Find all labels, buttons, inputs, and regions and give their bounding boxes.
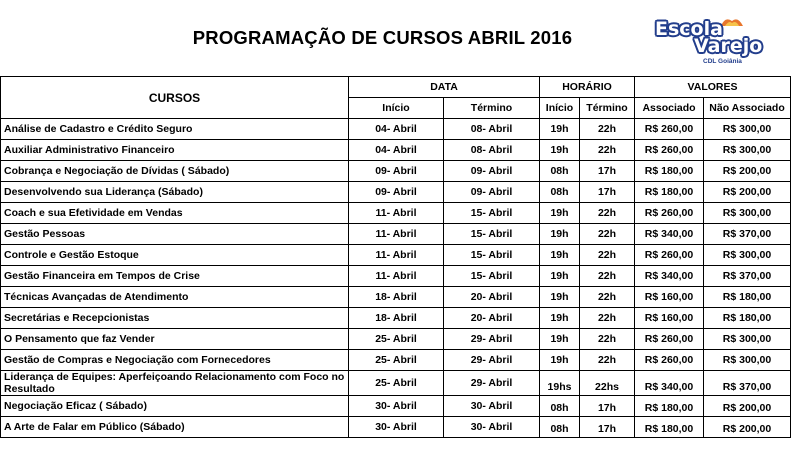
member-price-cell: R$ 160,00 [635, 287, 704, 308]
end-time-cell: 22h [580, 287, 635, 308]
end-date-cell: 20- Abril [444, 308, 540, 329]
end-time-cell: 22h [580, 266, 635, 287]
table-row [1, 203, 791, 224]
table-row [1, 119, 791, 140]
end-date-cell: 09- Abril [444, 161, 540, 182]
member-price-cell: R$ 260,00 [635, 245, 704, 266]
table-row [1, 245, 791, 266]
start-date-cell: 30- Abril [349, 417, 444, 438]
table-row [1, 417, 791, 438]
end-date-cell: 20- Abril [444, 287, 540, 308]
page-title: PROGRAMAÇÃO DE CURSOS ABRIL 2016 [192, 27, 573, 48]
non-member-price-cell: R$ 300,00 [704, 203, 791, 224]
start-time-cell: 19h [540, 350, 580, 371]
start-time-cell: 19h [540, 329, 580, 350]
end-time-cell: 22h [580, 140, 635, 161]
end-time-cell: 22h [580, 203, 635, 224]
end-date-cell: 29- Abril [444, 350, 540, 371]
start-date-cell: 30- Abril [349, 396, 444, 417]
header-data: DATA [349, 77, 540, 98]
member-price-cell: R$ 260,00 [635, 140, 704, 161]
table-row [1, 224, 791, 245]
header-termino-data: Término [444, 98, 540, 119]
end-date-cell: 15- Abril [444, 224, 540, 245]
start-time-cell: 19h [540, 203, 580, 224]
end-date-cell: 09- Abril [444, 182, 540, 203]
start-date-cell: 18- Abril [349, 287, 444, 308]
course-name-cell: Auxiliar Administrativo Financeiro [1, 140, 349, 161]
start-date-cell: 09- Abril [349, 161, 444, 182]
header-row-top [1, 77, 791, 98]
end-time-cell: 22h [580, 308, 635, 329]
start-time-cell: 19h [540, 224, 580, 245]
course-name-cell: Análise de Cadastro e Crédito Seguro [1, 119, 349, 140]
member-price-cell: R$ 340,00 [635, 266, 704, 287]
start-time-cell: 19h [540, 245, 580, 266]
logo-subtitle: CDL Goiânia [703, 58, 742, 65]
non-member-price-cell: R$ 300,00 [704, 245, 791, 266]
non-member-price-cell: R$ 300,00 [704, 350, 791, 371]
member-price-cell: R$ 180,00 [635, 396, 704, 417]
end-date-cell: 08- Abril [444, 119, 540, 140]
start-date-cell: 25- Abril [349, 371, 444, 396]
end-date-cell: 15- Abril [444, 266, 540, 287]
table-row [1, 329, 791, 350]
member-price-cell: R$ 340,00 [635, 224, 704, 245]
course-name-cell: Gestão Pessoas [1, 224, 349, 245]
course-name-cell: Coach e sua Efetividade em Vendas [1, 203, 349, 224]
non-member-price-cell: R$ 370,00 [704, 224, 791, 245]
end-date-cell: 08- Abril [444, 140, 540, 161]
end-time-cell: 22h [580, 350, 635, 371]
start-date-cell: 11- Abril [349, 203, 444, 224]
member-price-cell: R$ 180,00 [635, 161, 704, 182]
header-termino-hora: Término [580, 98, 635, 119]
course-name-cell: A Arte de Falar em Público (Sábado) [1, 417, 349, 438]
course-name-cell: Cobrança e Negociação de Dívidas ( Sábado) [1, 161, 349, 182]
end-date-cell: 30- Abril [444, 417, 540, 438]
course-name-cell: Secretárias e Recepcionistas [1, 308, 349, 329]
member-price-cell: R$ 260,00 [635, 350, 704, 371]
end-time-cell: 17h [580, 417, 635, 438]
course-name-cell: Gestão de Compras e Negociação com Fornecedores [1, 350, 349, 371]
table-row [1, 182, 791, 203]
course-name-cell: Liderança de Equipes: Aperfeiçoando Relacionamento com Foco no Resultado [1, 371, 349, 396]
header-horario: HORÁRIO [540, 77, 635, 98]
logo-word-escola: Escola [655, 18, 723, 40]
header-inicio-hora: Início [540, 98, 580, 119]
end-date-cell: 15- Abril [444, 245, 540, 266]
end-time-cell: 17h [580, 182, 635, 203]
start-time-cell: 08h [540, 396, 580, 417]
courses-table-body [1, 119, 791, 438]
start-date-cell: 04- Abril [349, 140, 444, 161]
non-member-price-cell: R$ 300,00 [704, 119, 791, 140]
non-member-price-cell: R$ 370,00 [704, 371, 791, 396]
table-row [1, 350, 791, 371]
end-time-cell: 22h [580, 329, 635, 350]
start-date-cell: 09- Abril [349, 182, 444, 203]
end-date-cell: 15- Abril [444, 203, 540, 224]
header-cursos: CURSOS [1, 77, 349, 119]
start-time-cell: 19hs [540, 371, 580, 396]
start-date-cell: 11- Abril [349, 266, 444, 287]
non-member-price-cell: R$ 300,00 [704, 140, 791, 161]
non-member-price-cell: R$ 200,00 [704, 182, 791, 203]
end-date-cell: 30- Abril [444, 396, 540, 417]
table-row [1, 396, 791, 417]
start-time-cell: 19h [540, 119, 580, 140]
start-time-cell: 08h [540, 182, 580, 203]
header-inicio-data: Início [349, 98, 444, 119]
course-name-cell: Desenvolvendo sua Liderança (Sábado) [1, 182, 349, 203]
start-date-cell: 11- Abril [349, 224, 444, 245]
course-name-cell: Controle e Gestão Estoque [1, 245, 349, 266]
logo-word-varejo: Varejo [694, 35, 763, 57]
header-nao-associado: Não Associado [704, 98, 791, 119]
start-time-cell: 19h [540, 266, 580, 287]
table-row [1, 308, 791, 329]
non-member-price-cell: R$ 300,00 [704, 329, 791, 350]
table-row [1, 287, 791, 308]
start-date-cell: 11- Abril [349, 245, 444, 266]
member-price-cell: R$ 180,00 [635, 417, 704, 438]
end-time-cell: 22h [580, 119, 635, 140]
escola-varejo-logo [651, 10, 767, 68]
header-valores: VALORES [635, 77, 791, 98]
table-row [1, 371, 791, 396]
start-time-cell: 19h [540, 287, 580, 308]
course-name-cell: O Pensamento que faz Vender [1, 329, 349, 350]
end-date-cell: 29- Abril [444, 329, 540, 350]
start-date-cell: 18- Abril [349, 308, 444, 329]
non-member-price-cell: R$ 200,00 [704, 417, 791, 438]
start-time-cell: 08h [540, 161, 580, 182]
member-price-cell: R$ 260,00 [635, 329, 704, 350]
member-price-cell: R$ 180,00 [635, 182, 704, 203]
member-price-cell: R$ 260,00 [635, 203, 704, 224]
end-time-cell: 22h [580, 245, 635, 266]
non-member-price-cell: R$ 200,00 [704, 161, 791, 182]
member-price-cell: R$ 260,00 [635, 119, 704, 140]
course-name-cell: Gestão Financeira em Tempos de Crise [1, 266, 349, 287]
course-name-cell: Negociação Eficaz ( Sábado) [1, 396, 349, 417]
start-date-cell: 25- Abril [349, 329, 444, 350]
start-date-cell: 25- Abril [349, 350, 444, 371]
start-time-cell: 19h [540, 140, 580, 161]
member-price-cell: R$ 340,00 [635, 371, 704, 396]
end-time-cell: 17h [580, 161, 635, 182]
member-price-cell: R$ 160,00 [635, 308, 704, 329]
course-name-cell: Técnicas Avançadas de Atendimento [1, 287, 349, 308]
table-row [1, 161, 791, 182]
end-time-cell: 22hs [580, 371, 635, 396]
end-time-cell: 22h [580, 224, 635, 245]
start-time-cell: 19h [540, 308, 580, 329]
start-date-cell: 04- Abril [349, 119, 444, 140]
non-member-price-cell: R$ 200,00 [704, 396, 791, 417]
start-time-cell: 08h [540, 417, 580, 438]
end-time-cell: 17h [580, 396, 635, 417]
table-row [1, 140, 791, 161]
table-row [1, 266, 791, 287]
non-member-price-cell: R$ 180,00 [704, 308, 791, 329]
header-associado: Associado [635, 98, 704, 119]
non-member-price-cell: R$ 370,00 [704, 266, 791, 287]
courses-table [0, 76, 791, 438]
end-date-cell: 29- Abril [444, 371, 540, 396]
non-member-price-cell: R$ 180,00 [704, 287, 791, 308]
